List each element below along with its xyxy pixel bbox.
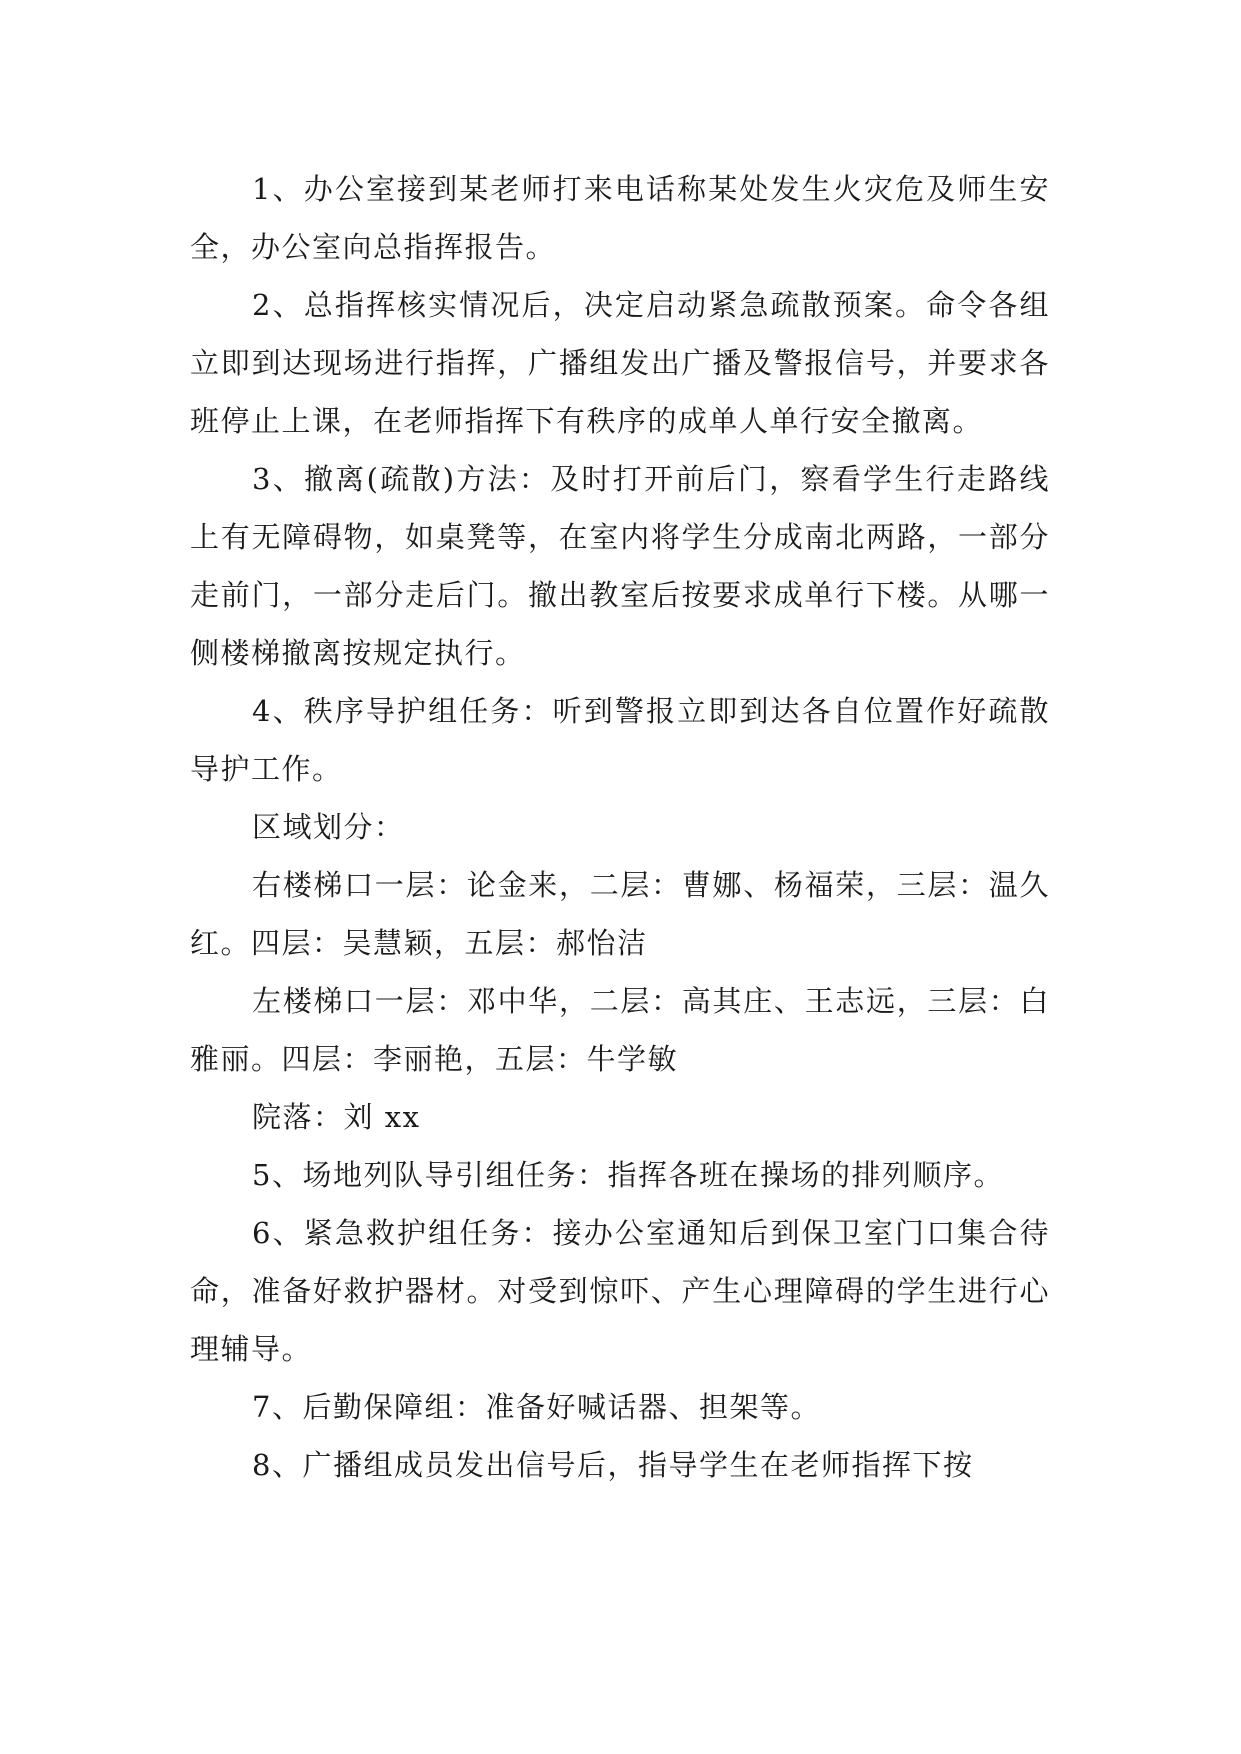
paragraph-3: 3、撤离(疏散)方法：及时打开前后门，察看学生行走路线上有无障碍物，如桌凳等，在室内将学生分成南北两路，一部分走前门，一部分走后门。撤出教室后按要求成单行下楼。从哪一侧楼梯撤离按规定执行。 <box>190 462 1050 670</box>
paragraph-4: 4、秩序导护组任务：听到警报立即到达各自位置作好疏散导护工作。 <box>190 694 1050 786</box>
paragraph-1: 1、办公室接到某老师打来电话称某处发生火灾危及师生安全，办公室向总指挥报告。 <box>190 172 1050 264</box>
paragraph-right-stairs: 右楼梯口一层：论金来，二层：曹娜、杨福荣，三层：温久红。四层：吴慧颖，五层：郝怡洁 <box>190 868 1050 960</box>
paragraph-2: 2、总指挥核实情况后，决定启动紧急疏散预案。命令各组立即到达现场进行指挥，广播组发出广播及警报信号，并要求各班停止上课，在老师指挥下有秩序的成单人单行安全撤离。 <box>190 288 1050 438</box>
paragraph-left-stairs: 左楼梯口一层：邓中华，二层：高其庄、王志远，三层：白雅丽。四层：李丽艳，五层：牛学敏 <box>190 984 1050 1076</box>
section-heading-zones: 区域划分： <box>252 810 405 844</box>
paragraph-5: 5、场地列队导引组任务：指挥各班在操场的排列顺序。 <box>252 1158 1004 1192</box>
paragraph-courtyard: 院落：刘 xx <box>252 1100 421 1134</box>
document-body <box>190 160 1050 1494</box>
paragraph-6: 6、紧急救护组任务：接办公室通知后到保卫室门口集合待命，准备好救护器材。对受到惊吓、产生心理障碍的学生进行心理辅导。 <box>190 1216 1050 1366</box>
paragraph-8: 8、广播组成员发出信号后，指导学生在老师指挥下按 <box>252 1448 974 1482</box>
paragraph-7: 7、后勤保障组：准备好喊话器、担架等。 <box>252 1390 821 1424</box>
